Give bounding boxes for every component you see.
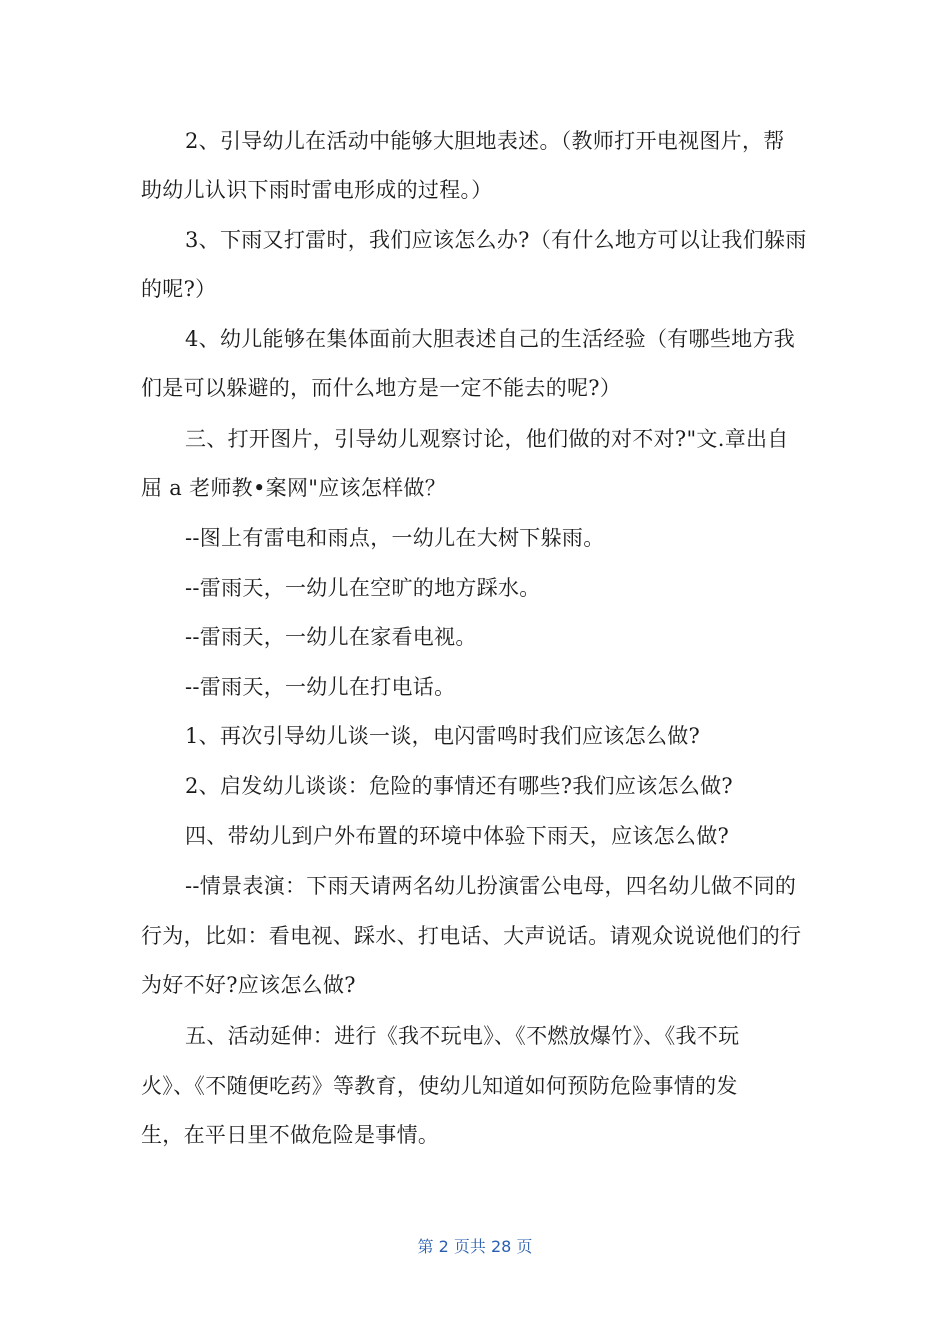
paragraph-line: --情景表演：下雨天请两名幼儿扮演雷公电母，四名幼儿做不同的 — [185, 874, 797, 898]
list-item: --图上有雷电和雨点，一幼儿在大树下躲雨。 — [185, 526, 605, 550]
paragraph-line: 三、打开图片，引导幼儿观察讨论，他们做的对不对?"文.章出自 — [185, 427, 789, 451]
paragraph-line: 为好不好?应该怎么做? — [141, 973, 356, 997]
paragraph-line: 的呢?） — [141, 277, 217, 301]
paragraph-line: 1、再次引导幼儿谈一谈，电闪雷鸣时我们应该怎么做? — [185, 724, 701, 748]
page-number: 第 2 页共 28 页 — [417, 1237, 533, 1256]
paragraph-line: 生，在平日里不做危险是事情。 — [141, 1123, 440, 1147]
paragraph-line: 2、启发幼儿谈谈：危险的事情还有哪些?我们应该怎么做? — [185, 774, 733, 798]
paragraph-line: 火》、《不随便吃药》等教育，使幼儿知道如何预防危险事情的发 — [141, 1074, 738, 1098]
paragraph-line: 4、幼儿能够在集体面前大胆表述自己的生活经验（有哪些地方我 — [185, 327, 796, 351]
paragraph-line: 五、活动延伸：进行《我不玩电》、《不燃放爆竹》、《我不玩 — [185, 1024, 740, 1048]
paragraph-line: 3、下雨又打雷时，我们应该怎么办?（有什么地方可以让我们躲雨 — [185, 228, 807, 252]
list-item: --雷雨天，一幼儿在空旷的地方踩水。 — [185, 576, 541, 600]
list-item: --雷雨天，一幼儿在家看电视。 — [185, 625, 477, 649]
list-item: --雷雨天，一幼儿在打电话。 — [185, 675, 456, 699]
paragraph-line: 助幼儿认识下雨时雷电形成的过程。） — [141, 178, 493, 202]
paragraph-line: 行为，比如：看电视、踩水、打电话、大声说话。请观众说说他们的行 — [141, 924, 802, 948]
paragraph-line: 们是可以躲避的，而什么地方是一定不能去的呢?） — [141, 376, 622, 400]
paragraph-line: 屈 a 老师教•案网"应该怎样做？ — [141, 476, 447, 500]
paragraph-line: 四、带幼儿到户外布置的环境中体验下雨天，应该怎么做? — [185, 824, 730, 848]
paragraph-line: 2、引导幼儿在活动中能够大胆地表述。（教师打开电视图片，帮 — [185, 129, 785, 153]
